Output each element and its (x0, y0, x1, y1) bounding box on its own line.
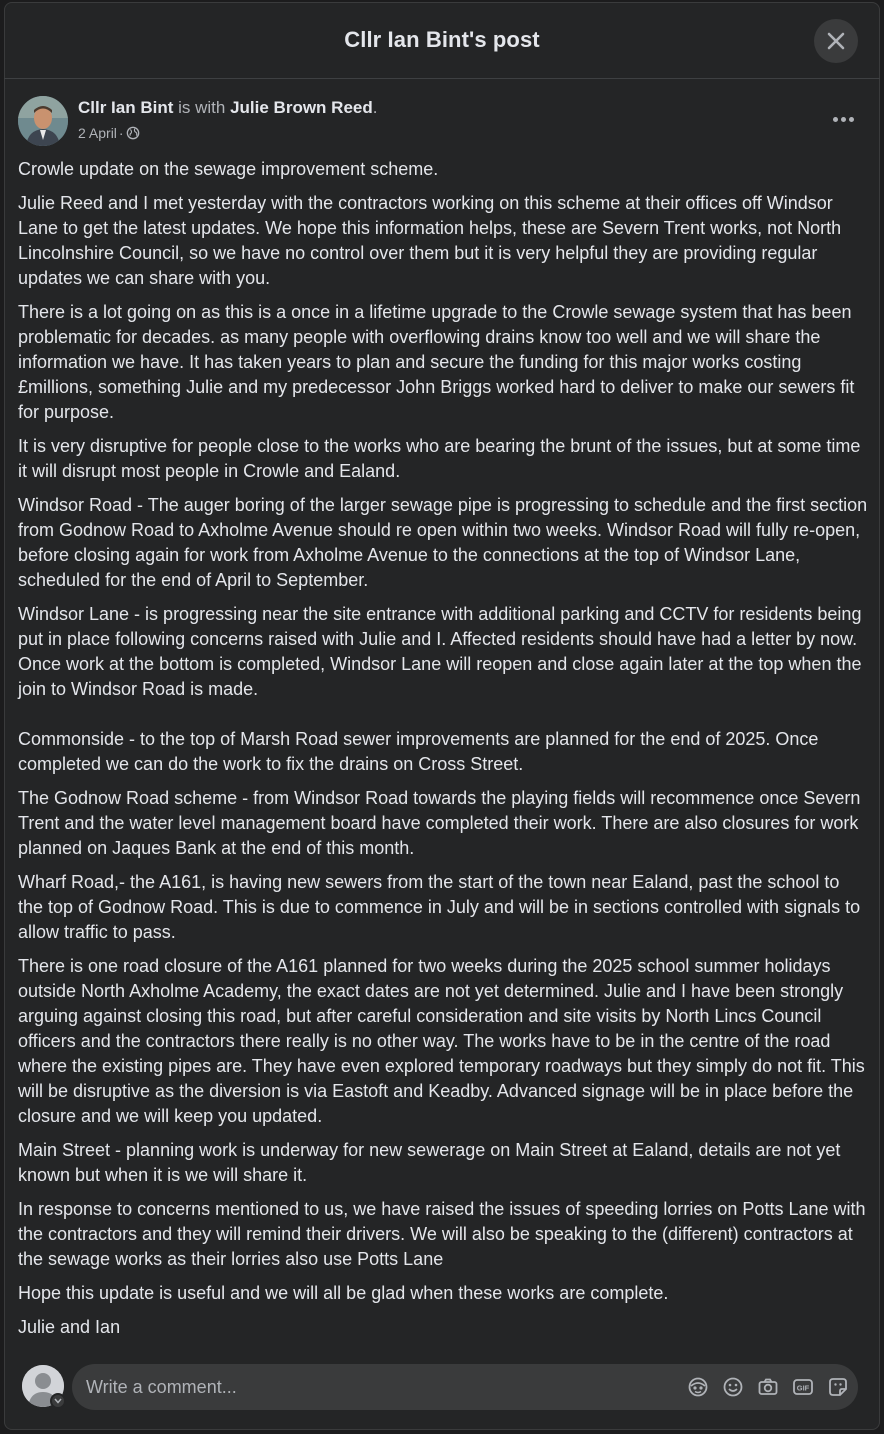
more-dot-icon (833, 117, 838, 122)
gif-icon (792, 1376, 814, 1398)
comment-input-box[interactable] (72, 1364, 858, 1410)
period: . (372, 98, 378, 117)
post-paragraph: The Godnow Road scheme - from Windsor Road towards the playing fields will recommence once Severn Trent and the water level management board have completed their work. There are also closures for work planned on Jaques Bank at the end of this month. (18, 788, 861, 858)
emoji-button[interactable] (718, 1373, 747, 1401)
post-paragraph: Crowle update on the sewage improvement scheme. (18, 159, 439, 179)
modal-header (4, 2, 880, 79)
author-avatar[interactable] (18, 96, 68, 146)
post-paragraph: Wharf Road,- the A161, is having new sewers from the start of the town near Ealand, past the school to the top of Godnow Road. This is due to commence in July and will be in sections controlled with signals to allow traffic to pass. (18, 872, 861, 942)
more-dot-icon (849, 117, 854, 122)
comment-bar (4, 1352, 880, 1430)
sticker-button[interactable] (823, 1373, 852, 1401)
author-photo (18, 96, 68, 146)
comment-icons (683, 1373, 852, 1401)
more-dot-icon (841, 117, 846, 122)
post-paragraph: Commonside - to the top of Marsh Road sewer improvements are planned for the end of 2025. Once completed we can do the work to fix the drains on Cross Street. (18, 729, 819, 774)
author-name[interactable]: Cllr Ian Bint (78, 98, 174, 117)
meta-separator: · (118, 125, 124, 141)
sticker-icon (827, 1376, 849, 1398)
emoji-icon (722, 1376, 744, 1398)
photo-button[interactable] (753, 1373, 782, 1401)
close-button[interactable] (814, 19, 858, 63)
post-paragraph: Windsor Road - The auger boring of the larger sewage pipe is progressing to schedule and the first section from Godnow Road to Axholme Avenue should re open within two weeks. Windsor Road will fully re-open, before closing again for work from Axholme Avenue to the connections at the top of Windsor Lane, scheduled for the end of April to September. (18, 495, 868, 590)
post-paragraph: Windsor Lane - is progressing near the site entrance with additional parking and CCTV for residents being put in place following concerns raised with Julie and I. Affected residents should have had a letter by now. Once work at the bottom is completed, Windsor Lane will reopen and close again later at the top when the join to Windsor Road is made. (18, 604, 862, 699)
more-options-button[interactable] (828, 104, 858, 134)
post-paragraph: It is very disruptive for people close to the works who are bearing the brunt of the issues, but at some time it will disrupt most people in Crowle and Ealand. (18, 436, 861, 481)
gif-label: GIF (796, 1383, 809, 1393)
modal-title: Cllr Ian Bint's post (344, 27, 540, 52)
post-paragraph: In response to concerns mentioned to us, we have raised the issues of speeding lorries on Potts Lane with the contractors and they will remind their drivers. We will also be speaking to the (different) contractors at the sewage works as their lorries also use Potts Lane (18, 1199, 866, 1269)
camera-icon (757, 1376, 779, 1398)
close-icon (826, 31, 846, 51)
globe-icon[interactable] (126, 126, 140, 140)
post-paragraph: Hope this update is useful and we will all be glad when these works are complete. (18, 1283, 669, 1303)
post-body (18, 157, 868, 1349)
post-paragraph: Main Street - planning work is underway for new sewerage on Main Street at Ealand, details are not yet known but when it is we will share it. (18, 1140, 841, 1185)
post-paragraph: Julie Reed and I met yesterday with the contractors working on this scheme at their offices off Windsor Lane to get the latest updates. We hope this information helps, these are Severn Trent works, not North Lincolnshire Council, so we have no control over them but it is very helpful they are providing regular updates we can share with you. (18, 193, 842, 288)
comment-input[interactable] (86, 1377, 666, 1398)
avatar-sticker-icon (687, 1376, 709, 1398)
post-paragraph: There is one road closure of the A161 planned for two weeks during the 2025 school summer holidays outside North Axholme Academy, the exact dates are not yet determined. Julie and I have been strongly arguing against closing this road, but after careful consideration and site visits by North Lincs Council officers and the contractors there really is no other way. The works have to be in the centre of the road where the existing pipes are. They have even explored temporary roadways but they simply do not fit. This will be disruptive as the diversion is via Eastoft and Keadby. Advanced signage will be in place before the closure and we will keep you updated. (18, 956, 865, 1126)
post-paragraph: There is a lot going on as this is a once in a lifetime upgrade to the Crowle sewage system that has been problematic for decades. as many people with overflowing drains know too well and we will share the information we have. It has taken years to plan and secure the funding for this major works costing £millions, something Julie and my predecessor John Briggs worked hard to deliver to make our sewers fit for purpose. (18, 302, 855, 422)
tagged-name[interactable]: Julie Brown Reed (230, 98, 373, 117)
profile-switch-button[interactable] (50, 1393, 66, 1409)
post-meta (78, 125, 140, 141)
post-paragraph: Julie and Ian (18, 1317, 121, 1337)
post-date[interactable]: 2 April (78, 125, 117, 141)
avatar-sticker-button[interactable] (683, 1373, 712, 1401)
gif-button[interactable] (788, 1373, 817, 1401)
with-text: is with (173, 98, 231, 117)
chevron-down-icon (54, 1398, 62, 1404)
post-modal (4, 2, 880, 1430)
author-line (78, 98, 377, 118)
